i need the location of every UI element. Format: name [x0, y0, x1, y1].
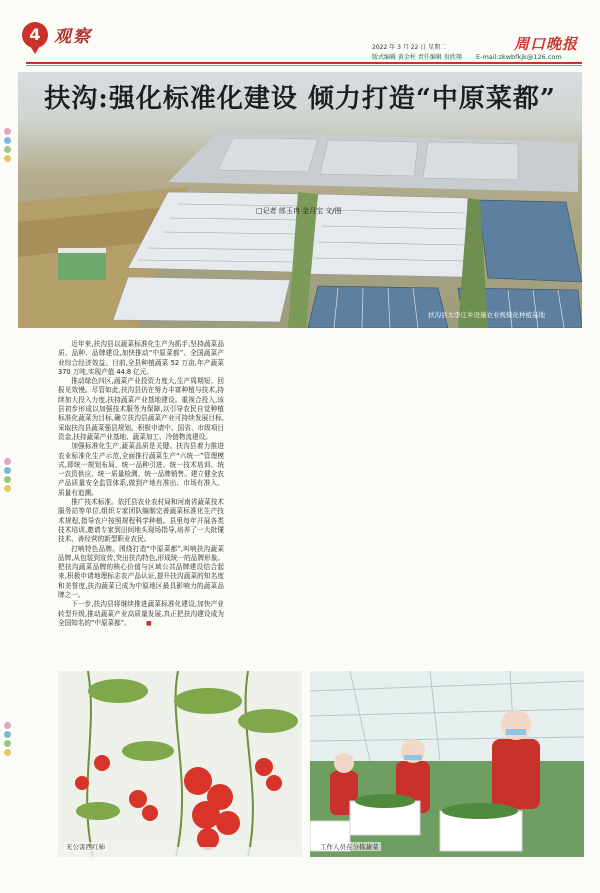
- tomato-plants-image: [58, 671, 302, 857]
- body-paragraph: 近年来,扶沟县以蔬菜标准化生产为抓手,坚持蔬菜品质、品种、品牌建设,加快推动“中原菜都”、全国蔬菜产业综合经济效益。目前,全县种植蔬菜 52 万亩,年产蔬菜 370 万吨,实现产值 44.8 亿元。: [58, 340, 224, 376]
- article-end-mark: ■: [145, 619, 152, 627]
- editor-credits: 版式编辑 黄金柱 责任编辑 贵欣翔: [372, 54, 462, 61]
- page-number-badge: [22, 22, 48, 48]
- contact-email: E-mail:zkwbfkjk@126.com: [476, 53, 562, 61]
- body-paragraph: 推广技术标准。依托县农业农村局和河南省蔬菜技术服务站等单位,组织专家团队编制完善蔬菜标准化生产技术规程,指导农户按照规程科学种植。县里每年开展各类技术培训,邀请专家到田间地头现场指导,培养了一大批懂技术、善经营的新型职业农民。: [58, 498, 224, 544]
- publish-date: 2022 年 3 月 22 日 星期二: [372, 44, 447, 51]
- article-byline: □记者 郎玉冉 金月宝 文/图: [256, 207, 342, 215]
- header-rule-gray: [26, 65, 582, 66]
- page-header: [0, 0, 600, 62]
- workers-sorting-image: [310, 671, 584, 857]
- body-paragraph-last: [58, 600, 224, 628]
- body-paragraph: 打响特色品牌。围绕打造“中原菜都”,叫响扶沟蔬菜品牌,从包装到宣传,突出扶沟特色,形成统一的品牌形象。把扶沟蔬菜品牌的核心价值与区域公共品牌建设结合起来,积极申请地理标志农产品认证,提升扶沟蔬菜的知名度和美誉度,扶沟蔬菜已成为中原地区最具影响力的蔬菜品牌之一。: [58, 544, 224, 600]
- sorting-photo: [310, 671, 584, 857]
- body-paragraph: 加强标准化生产,蔬菜品质是关键。扶沟县着力推进农业标准化生产示范,全面推行蔬菜生产“六统一”管理模式,即统一规划布局、统一品种引进、统一技术培训、统一农资供应、统一质量检测、统一品牌销售。建立健全农产品质量安全监管体系,做到产地有准出、市场有准入、质量有追溯。: [58, 442, 224, 497]
- hero-photo: [18, 72, 582, 328]
- tomato-photo: [58, 671, 302, 857]
- hero-caption: 扶沟县大李庄乡设施农业规模化种植基地: [428, 311, 545, 319]
- body-paragraph: 下一步,扶沟县将继续推进蔬菜标准化建设,加快产业转型升级,推动蔬菜产业高质量发展,真正把扶沟建设成为全国知名的“中原菜都”。: [58, 600, 224, 627]
- body-paragraph: 推动绿色四区,蔬菜产业投资力度大,生产周期短、回报见效慢。尽管如此,扶沟县仍在努力丰富种植与技术,持续加大投入力度,扶持蔬菜产业基地建设。重视合投入,该县初步形成以加强技术服务为保障,以引导农民自觉种植标准化蔬菜为目标,确立扶沟县蔬菜产业可持续发展目标,采取扶沟县蔬菜强县规划。积极申请中、国省、市级项目资金,扶持蔬菜产业基地、蔬菜加工、冷链物流建设。: [58, 377, 224, 441]
- header-rule-red: [26, 62, 582, 64]
- left-photo-caption: 无公害西红柿: [66, 843, 105, 851]
- decorative-dots-bottom: [4, 722, 12, 758]
- page-number: 4: [29, 25, 41, 44]
- decorative-dots-middle: [4, 458, 12, 494]
- article-headline: 扶沟:强化标准化建设 倾力打造“中原菜都”: [44, 84, 556, 114]
- newspaper-logo: 周口晚报: [514, 35, 579, 53]
- decorative-dots-top: [4, 128, 12, 164]
- article-body: [58, 340, 584, 666]
- right-photo-caption: 工作人员在分拣蔬菜: [320, 843, 379, 851]
- section-title: 观察: [54, 27, 92, 47]
